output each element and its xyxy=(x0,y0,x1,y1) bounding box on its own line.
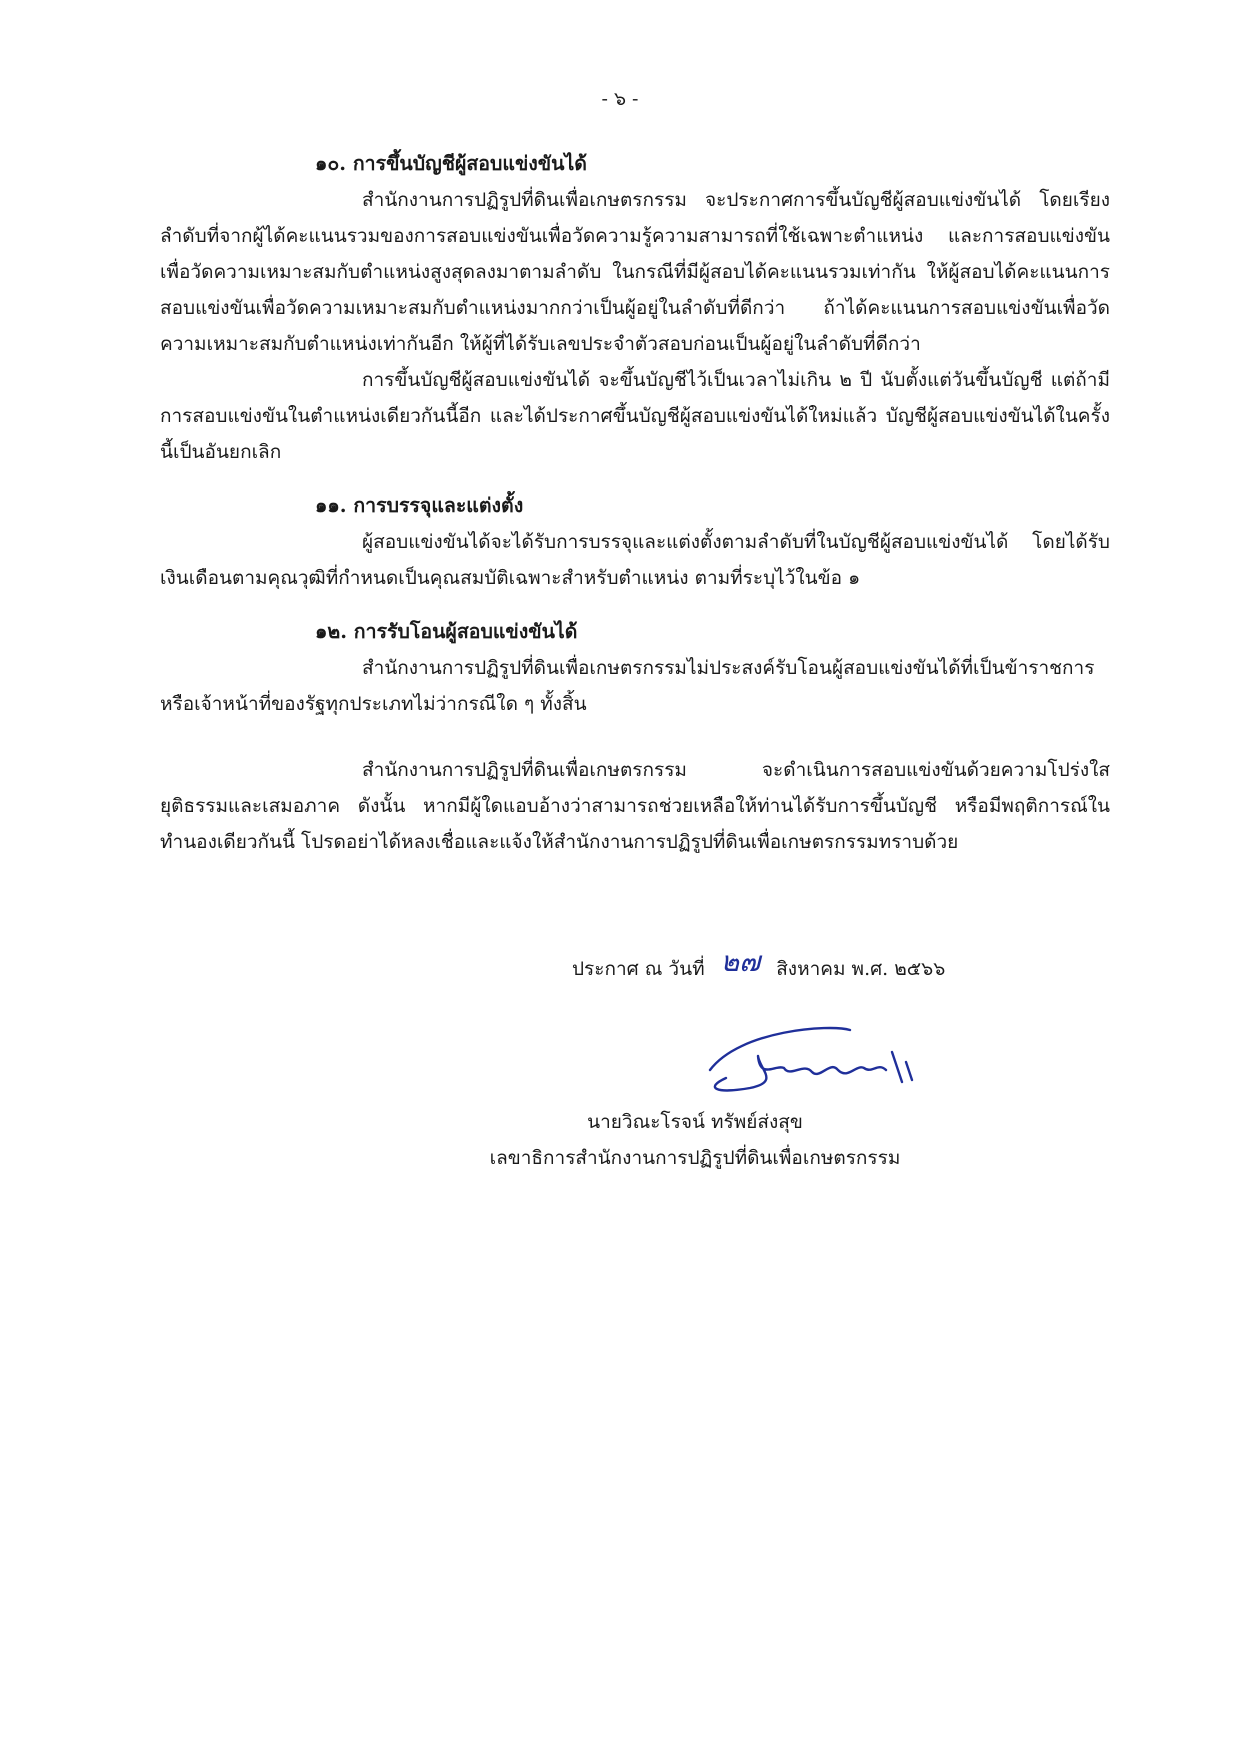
section-paragraph: การขึ้นบัญชีผู้สอบแข่งขันได้ จะขึ้นบัญชีไว้เป็นเวลาไม่เกิน ๒ ปี นับตั้งแต่วันขึ้นบัญชี แต่ถ้ามีการสอบแข่งขันในตำแหน่งเดียวกันนี้อีก และได้ประกาศขึ้นบัญชีผู้สอบแข่งขันได้ใหม่แล้ว บัญชีผู้สอบแข่งขันได้ในครั้งนี้เป็นอันยกเลิก xyxy=(160,369,1110,463)
announcement-day: ๒๗ xyxy=(720,945,761,978)
section-heading: ๑๐. การขึ้นบัญชีผู้สอบแข่งขันได้ xyxy=(315,152,587,175)
announcement-prefix: ประกาศ ณ วันที่ xyxy=(572,958,705,980)
section-10 xyxy=(160,146,1110,470)
signer-name: นายวิณะโรจน์ ทรัพย์ส่งสุข xyxy=(587,1111,803,1133)
announcement-date xyxy=(572,945,946,987)
section-paragraph: สำนักงานการปฏิรูปที่ดินเพื่อเกษตรกรรมไม่ประสงค์รับโอนผู้สอบแข่งขันได้ที่เป็นข้าราชการหรือเจ้าหน้าที่ของรัฐทุกประเภทไม่ว่ากรณีใด ๆ ทั้งสิ้น xyxy=(160,657,1095,715)
signer-title: เลขาธิการสำนักงานการปฏิรูปที่ดินเพื่อเกษตรกรรม xyxy=(489,1147,901,1169)
signature-stroke xyxy=(710,1028,912,1090)
section-paragraph: ผู้สอบแข่งขันได้จะได้รับการบรรจุและแต่งตั้งตามลำดับที่ในบัญชีผู้สอบแข่งขันได้ โดยได้รับเงินเดือนตามคุณวุฒิที่กำหนดเป็นคุณสมบัติเฉพาะสำหรับตำแหน่ง ตามที่ระบุไว้ในข้อ ๑ xyxy=(160,531,1110,589)
section-paragraph: สำนักงานการปฏิรูปที่ดินเพื่อเกษตรกรรม จะประกาศการขึ้นบัญชีผู้สอบแข่งขันได้ โดยเรียงลำดับที่จากผู้ได้คะแนนรวมของการสอบแข่งขันเพื่อวัดความรู้ความสามารถที่ใช้เฉพาะตำแหน่ง และการสอบแข่งขันเพื่อวัดความเหมาะสมกับตำแหน่งสูงสุดลงมาตามลำดับ ในกรณีที่มีผู้สอบได้คะแนนรวมเท่ากัน ให้ผู้สอบได้คะแนนการสอบแข่งขันเพื่อวัดความเหมาะสมกับตำแหน่งมากกว่าเป็นผู้อยู่ในลำดับที่ดีกว่า ถ้าได้คะแนนการสอบแข่งขันเพื่อวัดความเหมาะสมกับตำแหน่งเท่ากันอีก ให้ผู้ที่ได้รับเลขประจำตัวสอบก่อนเป็นผู้อยู่ในลำดับที่ดีกว่า xyxy=(160,189,1110,355)
announcement-suffix: สิงหาคม พ.ศ. ๒๕๖๖ xyxy=(776,958,946,980)
page-number: - ๖ - xyxy=(601,88,639,110)
section-heading: ๑๒. การรับโอนผู้สอบแข่งขันได้ xyxy=(315,620,578,643)
handwritten-signature xyxy=(680,1022,940,1102)
section-11 xyxy=(160,488,1110,596)
document-body xyxy=(160,146,1110,860)
section-heading: ๑๑. การบรรจุและแต่งตั้ง xyxy=(315,494,524,517)
closing-paragraph: สำนักงานการปฏิรูปที่ดินเพื่อเกษตรกรรม จะดำเนินการสอบแข่งขันด้วยความโปร่งใส ยุติธรรมและเสมอภาค ดังนั้น หากมีผู้ใดแอบอ้างว่าสามารถช่วยเหลือให้ท่านได้รับการขึ้นบัญชี หรือมีพฤติการณ์ในทำนองเดียวกันนี้ โปรดอย่าได้หลงเชื่อและแจ้งให้สำนักงานการปฏิรูปที่ดินเพื่อเกษตรกรรมทราบด้วย xyxy=(160,759,1110,853)
section-12 xyxy=(160,614,1110,722)
